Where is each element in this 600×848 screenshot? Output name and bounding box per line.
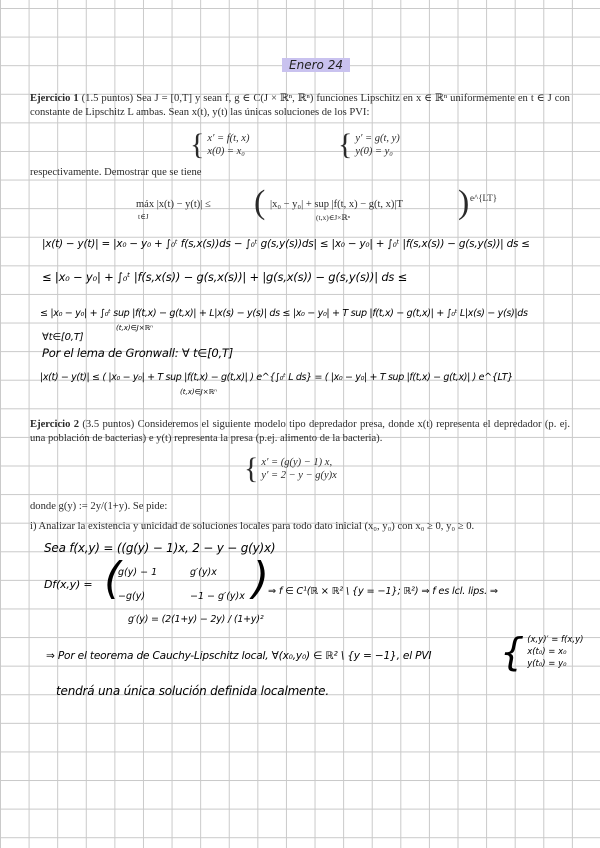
ex2-pvi-line1: (x,y)′ = f(x,y) <box>527 635 584 645</box>
ex2-statement-block <box>30 418 570 445</box>
ex2-hand-gprime: g′(y) = (2(1+y) − 2y) / (1+y)² <box>128 614 264 625</box>
ex1-heading: Ejercicio 1 <box>30 93 79 104</box>
ex2-mat-r1c1: g(y) − 1 <box>118 567 158 578</box>
ex1-after-text: respectivamente. Demostrar que se tiene <box>30 167 202 178</box>
ex2-hand-line4: ⇒ Por el teorema de Cauchy-Lipschitz local, ∀(x₀,y₀) ∈ ℝ² \ {y = −1}, el PVI <box>46 650 432 662</box>
ex2-pvi-line3: y(t₀) = y₀ <box>527 659 567 669</box>
ex2-mat-r2c1: −g(y) <box>118 591 146 602</box>
ex2-points: (3.5 puntos) <box>82 419 135 430</box>
page-title: Enero 24 <box>282 58 350 72</box>
ex2-system: { x′ = (g(y) − 1) x, y′ = 2 − y − g(y)x <box>244 452 337 485</box>
ex1-pvi-y: { y′ = g(t, y) y(0) = y₀ <box>338 128 400 161</box>
ex2-pvi-line2: x(t₀) = x₀ <box>527 647 567 657</box>
ex1-points: (1.5 puntos) <box>81 93 134 104</box>
ex1-ineq-left: máx |x(t) − y(t)| ≤ <box>136 199 211 210</box>
ex2-heading: Ejercicio 2 <box>30 419 80 430</box>
ex1-statement: Sea J = [0,T] y sean f, g ∈ C(J × ℝⁿ, ℝⁿ) funciones Lipschitz en x ∈ ℝⁿ uniformemente en t ∈ J con constante de Lipschitz L ambas. Sean x(t), y(t) las únicas soluciones de los PVI: <box>30 93 570 118</box>
ex1-hand-line6-sub: (t,x)∈J×ℝⁿ <box>180 388 217 396</box>
ex2-item-i: i) Analizar la existencia y unicidad de soluciones locales para todo dato inicial (x₀, y₀) con x₀ ≥ 0, y₀ ≥ 0. <box>30 521 475 532</box>
ex2-hand-line1: Sea f(x,y) = ((g(y) − 1)x, 2 − y − g(y)x) <box>44 541 276 555</box>
ex1-inequality: máx |x(t) − y(t)| ≤ t∈J ( |x₀ − y₀| + sup |f(t, x) − g(t, x)|T (t,x)∈J×ℝⁿ ) e^{LT} <box>136 184 498 222</box>
ex1-hand-line3: ≤ |x₀ − y₀| + ∫₀ᵗ sup |f(t,x) − g(t,x)| + L|x(s) − y(s)| ds ≤ |x₀ − y₀| + T sup |f(t,x) − g(t,x)| + ∫₀ᵗ L|x(s) − y(s)|ds <box>40 308 528 319</box>
ex1-ineq-sub: t∈J <box>138 212 149 221</box>
ex1-pvi-y-init: y(0) = y₀ <box>355 146 393 157</box>
ex1-pvi-y-eq: y′ = g(t, y) <box>355 133 400 144</box>
ex1-ineq-exp: e^{LT} <box>470 193 498 203</box>
ex1-ineq-sup-sub: (t,x)∈J×ℝⁿ <box>316 213 350 222</box>
ex1-ineq-inner: |x₀ − y₀| + sup |f(t, x) − g(t, x)|T <box>270 199 403 210</box>
ex2-hand-line5: tendrá una única solución definida localmente. <box>56 684 329 698</box>
ex1-statement-block <box>30 92 570 119</box>
ex1-hand-line1: |x(t) − y(t)| = |x₀ − y₀ + ∫₀ᵗ f(s,x(s))ds − ∫₀ᵗ g(s,y(s))ds| ≤ |x₀ − y₀| + ∫₀ᵗ |f(s,x(s)) − g(s,y(s))| ds ≤ <box>42 238 530 250</box>
ex2-mat-r1c2: g′(y)x <box>190 567 217 578</box>
ex1-hand-line2: ≤ |x₀ − y₀| + ∫₀ᵗ |f(s,x(s)) − g(s,x(s))| + |g(s,x(s)) − g(s,y(s))| ds ≤ <box>42 270 408 284</box>
ex2-hand-line2-right: ⇒ f ∈ C¹(ℝ × ℝ² \ {y = −1}; ℝ²) ⇒ f es lcl. lips. ⇒ <box>268 586 498 597</box>
ex2-donde: donde g(y) := 2y/(1+y). Se pide: <box>30 501 168 512</box>
ex2-hand-pvi: { (x,y)′ = f(x,y) x(t₀) = x₀ y(t₀) = y₀ <box>500 630 584 674</box>
ex2-system-line1: x′ = (g(y) − 1) x, <box>261 457 333 468</box>
ex1-pvi-x: { x′ = f(t, x) x(0) = x₀ <box>190 128 250 161</box>
ex1-hand-line5: Por el lema de Gronwall: ∀ t∈[0,T] <box>42 346 234 360</box>
ex1-pvi-x-eq: x′ = f(t, x) <box>207 133 250 144</box>
ex2-mat-r2c2: −1 − g′(y)x <box>190 591 245 602</box>
ex1-hand-line4: ∀t∈[0,T] <box>42 332 84 343</box>
ex2-hand-df-label: Df(x,y) = <box>44 578 93 591</box>
ex1-hand-line3-sub: (t,x)∈J×ℝⁿ <box>116 324 153 332</box>
ex2-system-line2: y′ = 2 − y − g(y)x <box>261 470 337 481</box>
ex1-hand-line6: |x(t) − y(t)| ≤ ( |x₀ − y₀| + T sup |f(t,x) − g(t,x)| ) e^{∫₀ᵗ L ds} = ( |x₀ − y₀| + T sup |f(t,x) − g(t,x)| ) e^{LT} <box>40 372 513 383</box>
ex2-statement: Consideremos el siguiente modelo tipo depredador presa, donde x(t) representa el depredador (p. ej. una población de bacterias) e y(t) representa la presa (p.ej. alimento de la bacteria). <box>30 419 571 444</box>
ex1-pvi-x-init: x(0) = x₀ <box>207 146 245 157</box>
